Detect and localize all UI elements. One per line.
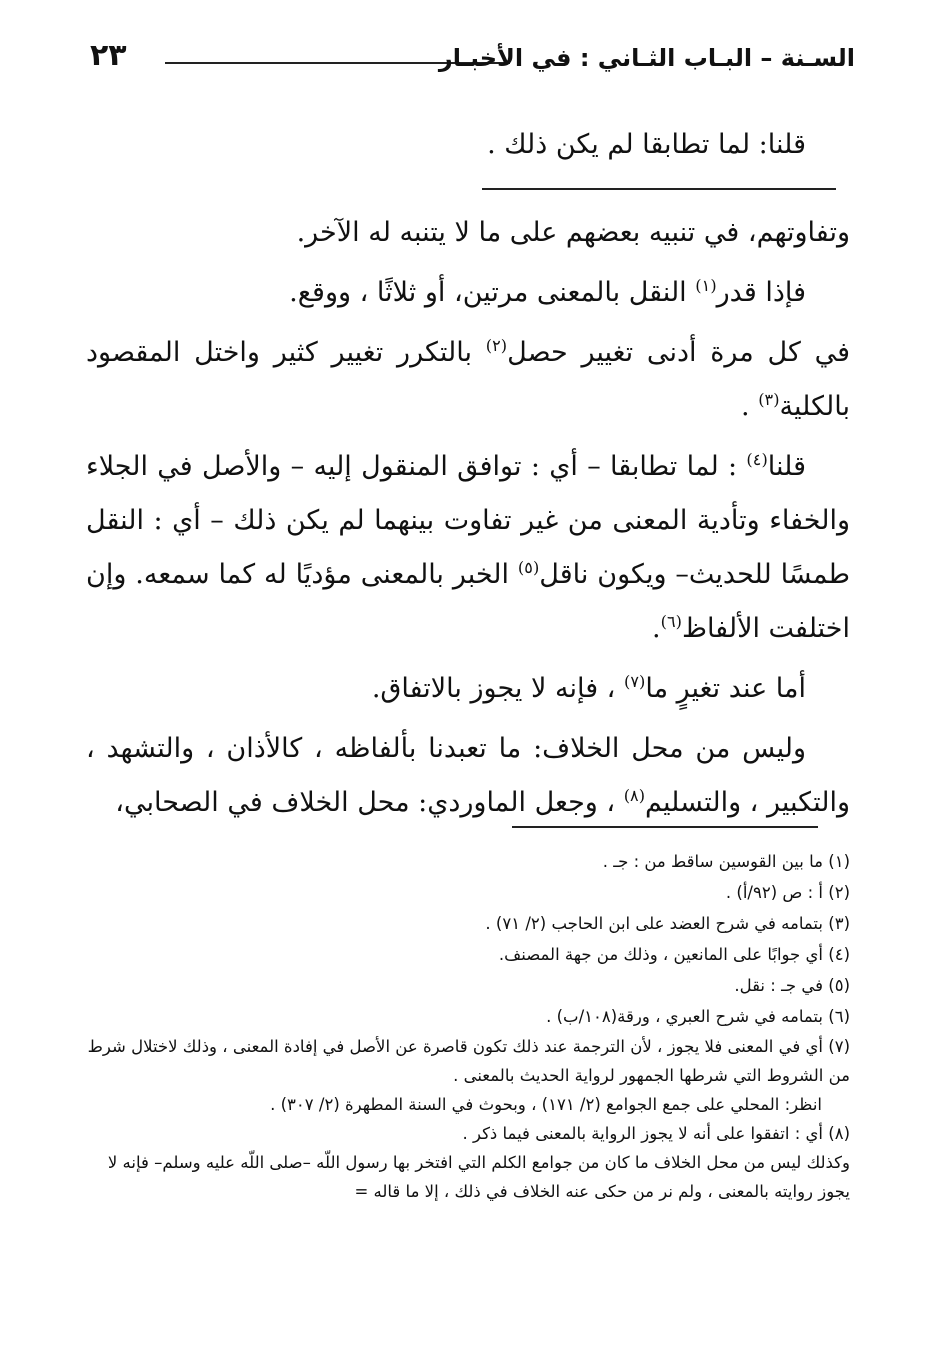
footnote-ref-4: (٤) <box>746 450 768 469</box>
paragraph-3 <box>86 326 850 434</box>
paragraph-4-part-d: . <box>652 613 661 644</box>
top-line: قلنا: لما تطابقا لم يكن ذلك . <box>487 129 806 160</box>
footnote-3: (٣) بتمامه في شرح العضد على ابن الحاجب (٢/ ٧١) . <box>485 914 850 933</box>
footnote-ref-3: (٣) <box>758 390 780 409</box>
paragraph-5 <box>86 662 850 716</box>
footnote-ref-6: (٦) <box>660 612 682 631</box>
footnote-ref-2: (٢) <box>485 336 508 355</box>
paragraph-5-part-a: أما عند تغيرٍ ما <box>645 673 806 704</box>
footnote-ref-5: (٥) <box>517 558 540 577</box>
footnote-8: (٨) أي : اتفقوا على أنه لا يجوز الرواية بالمعنى فيما ذكر . <box>462 1124 850 1143</box>
paragraph-1: وتفاوتهم، في تنبيه بعضهم على ما لا يتنبه له الآخر. <box>296 217 850 248</box>
paragraph-3-part-b: بالتكرر تغيير كثير واختل المقصود بالكلية <box>86 337 850 422</box>
top-line-block <box>86 118 850 172</box>
paragraph-2-part-b: النقل بالمعنى مرتين، أو ثلاثًا ، ووقع. <box>289 277 696 308</box>
footnote-ref-7: (٧) <box>623 672 646 691</box>
paragraph-4 <box>86 440 850 656</box>
footnote-ref-1: (١) <box>695 276 717 295</box>
paragraph-6-part-b: ، وجعل الماوردي: محل الخلاف في الصحابي، <box>115 787 624 818</box>
page-header <box>80 34 855 84</box>
paragraph-6-part-a: وليس من محل الخلاف: ما تعبدنا بألفاظه ، كالأذان ، والتشهد ، والتكبير ، والتسليم <box>86 733 850 818</box>
footnote-4: (٤) أي جوابًا على المانعين ، وذلك من جهة المصنف. <box>498 945 850 964</box>
footnote-1: (١) ما بين القوسين ساقط من : جـ . <box>602 852 850 871</box>
paragraph-4-part-a: قلنا <box>767 451 806 482</box>
paragraph-5-part-b: ، فإنه لا يجوز بالاتفاق. <box>371 673 624 704</box>
footnote-separator <box>512 826 818 828</box>
paragraph-4-part-b: : لما تطابقا – أي : توافق المنقول إليه – والأصل في الجلاء والخفاء وتأدية المعنى من غير تفاوت بينهما لم يكن ذلك – أي : النقل طمسًا للحديث– ويكون ناقل <box>86 451 850 590</box>
paragraph-6 <box>86 722 850 830</box>
page-number: ٢٣ <box>90 38 127 73</box>
paragraph-2 <box>86 266 850 320</box>
main-text <box>86 206 850 830</box>
footnote-ref-8: (٨) <box>623 786 646 805</box>
paragraph-2-part-a: فإذا قدر <box>716 277 806 308</box>
footnote-6: (٦) بتمامه في شرح العبري ، ورقة(١٠٨/ب) . <box>546 1007 850 1026</box>
upper-separator <box>482 188 836 190</box>
paragraph-4-part-c: الخبر بالمعنى مؤديًا له كما سمعه. وإن اختلفت الألفاظ <box>86 559 850 644</box>
footnote-2: (٢) أ : ص (٩٢/أ) . <box>725 883 850 902</box>
footnote-5: (٥) في جـ : نقل. <box>734 976 850 995</box>
paragraph-3-part-a: في كل مرة أدنى تغيير حصل <box>507 337 850 368</box>
footnotes <box>82 846 850 1206</box>
running-title: السـنة – البـاب الثـاني : في الأخبـار <box>438 44 855 72</box>
footnote-7: (٧) أي في المعنى فلا يجوز ، لأن الترجمة عند ذلك تكون قاصرة عن الأصل في إفادة المعنى ، وذلك لاختلال شرط من الشروط التي شرطها الجمهور لرواية الحديث بالمعنى . <box>87 1037 850 1085</box>
paragraph-3-part-c: . <box>741 391 759 422</box>
footnote-8-continued: وكذلك ليس من محل الخلاف ما كان من جوامع الكلم التي افتخر بها رسول اللّه –صلى اللّه عليه وسلم– فإنه لا يجوز روايته بالمعنى ، ولم نر من حكى عنه الخلاف في ذلك ، إلا ما قاله = <box>107 1153 850 1201</box>
footnote-7-reference: انظر: المحلي على جمع الجوامع (٢/ ١٧١) ، وبحوث في السنة المطهرة (٢/ ٣٠٧) . <box>270 1095 822 1114</box>
